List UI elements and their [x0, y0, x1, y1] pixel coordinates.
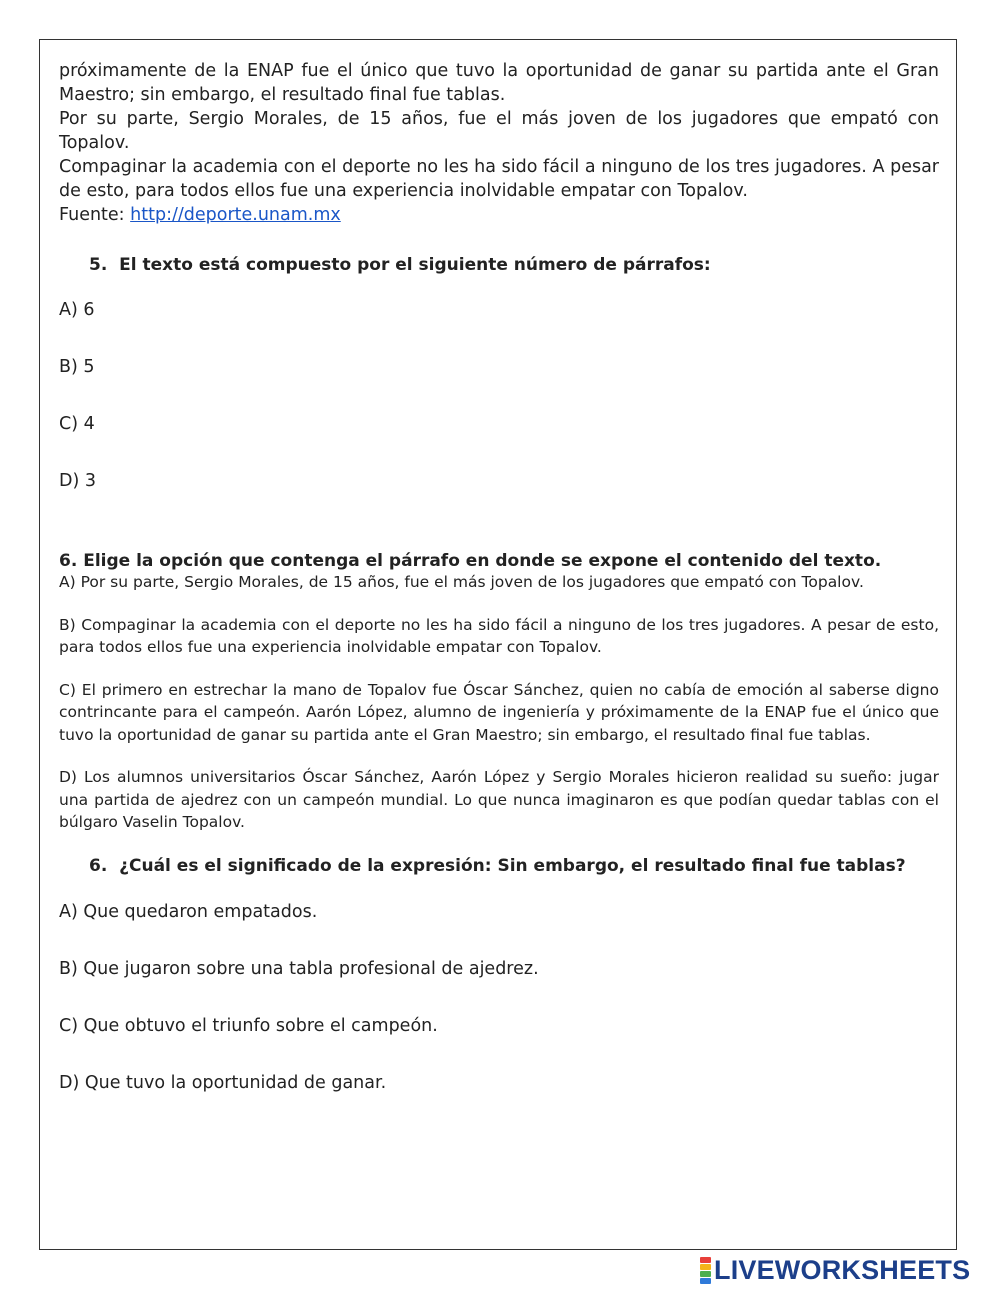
q6b-option-d[interactable]: D) Que tuvo la oportunidad de ganar. [59, 1072, 387, 1093]
q6b-option-b[interactable]: B) Que jugaron sobre una tabla profesional de ajedrez. [59, 958, 539, 979]
q6a-option-c[interactable]: C) El primero en estrechar la mano de Topalov fue Óscar Sánchez, quien no cabía de emoción al saberse digno contrincante para el campeón. Aarón López, alumno de ingeniería y próximamente de la ENAP fue el único que tuvo la oportunidad de ganar su partida ante el Gran Maestro; sin embargo, el resultado final fue tablas. [59, 680, 939, 744]
question-6b-number: 6. [89, 855, 108, 876]
logo-mark-icon [700, 1256, 712, 1284]
question-6b-text: ¿Cuál es el significado de la expresión: Sin embargo, el resultado final fue tablas? [119, 855, 906, 876]
passage-paragraph-2: Por su parte, Sergio Morales, de 15 años, fue el más joven de los jugadores que empató con Topalov. [59, 109, 939, 153]
q6a-option-a[interactable]: A) Por su parte, Sergio Morales, de 15 años, fue el más joven de los jugadores que empató con Topalov. [59, 573, 864, 591]
q5-option-b[interactable]: B) 5 [59, 357, 95, 377]
passage-paragraph-1: próximamente de la ENAP fue el único que tuvo la oportunidad de ganar su partida ante el Gran Maestro; sin embargo, el resultado final fue tablas. [59, 61, 939, 105]
question-5-title [59, 255, 939, 275]
source-label: Fuente: [59, 205, 131, 225]
logo-text: LIVEWORKSHEETS [714, 1255, 971, 1285]
logo-bar-blue [700, 1278, 711, 1284]
logo-bar-red [700, 1257, 711, 1263]
logo-bar-green [700, 1271, 711, 1277]
question-6b-title [59, 856, 939, 876]
q6a-option-b[interactable]: B) Compaginar la academia con el deporte no les ha sido fácil a ninguno de los tres jugadores. A pesar de esto, para todos ellos fue una experiencia inolvidable empatar con Topalov. [59, 615, 939, 656]
q5-option-d[interactable]: D) 3 [59, 471, 96, 491]
q5-option-a[interactable]: A) 6 [59, 300, 95, 320]
q6a-option-d[interactable]: D) Los alumnos universitarios Óscar Sánchez, Aarón López y Sergio Morales hicieron realidad su sueño: jugar una partida de ajedrez con un campeón mundial. Lo que nunca imaginaron es que podían quedar tablas con el búlgaro Vaselin Topalov. [59, 768, 939, 831]
q5-option-c[interactable]: C) 4 [59, 414, 95, 434]
logo-bar-yellow [700, 1264, 711, 1270]
passage-source [59, 203, 939, 227]
passage-paragraph-3: Compaginar la academia con el deporte no les ha sido fácil a ninguno de los tres jugadores. A pesar de esto, para todos ellos fue una experiencia inolvidable empatar con Topalov. [59, 157, 939, 201]
question-6a-title: 6. Elige la opción que contenga el párrafo en donde se expone el contenido del texto. [59, 551, 882, 571]
liveworksheets-logo [700, 1256, 970, 1284]
source-link[interactable]: http://deporte.unam.mx [130, 205, 341, 225]
q6b-option-a[interactable]: A) Que quedaron empatados. [59, 901, 318, 922]
q6b-option-c[interactable]: C) Que obtuvo el triunfo sobre el campeón. [59, 1015, 438, 1036]
question-5-text: El texto está compuesto por el siguiente número de párrafos: [119, 255, 711, 275]
question-5-number: 5. [89, 255, 108, 275]
worksheet-content [59, 59, 939, 1093]
